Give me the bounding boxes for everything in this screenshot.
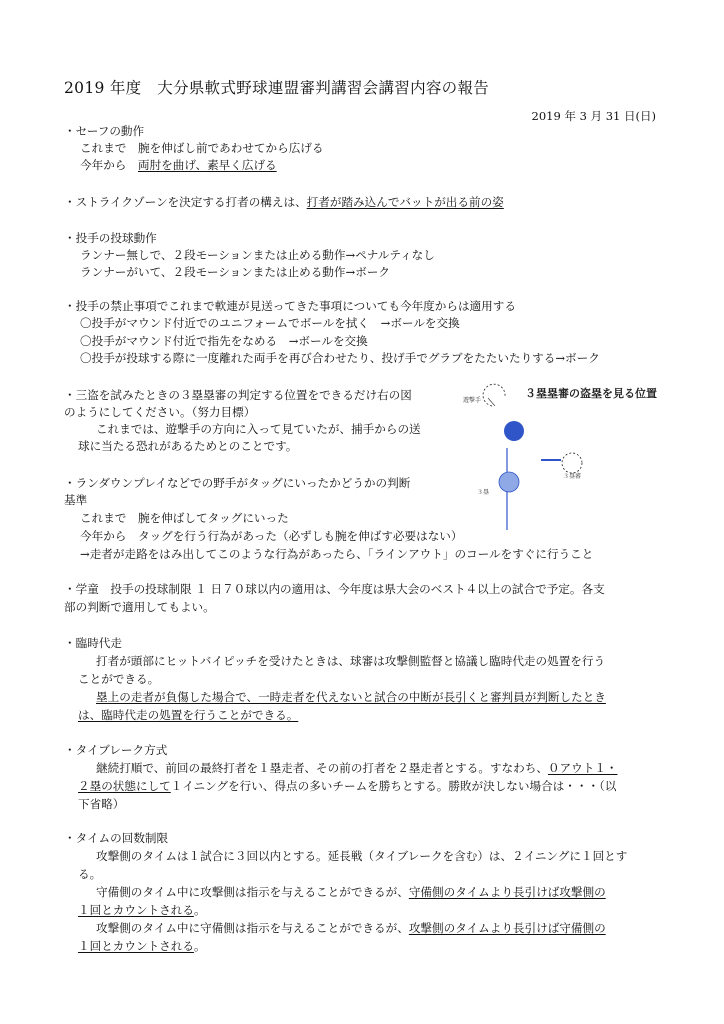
- strike-zone-line: [64, 195, 504, 209]
- tiebreak-line-2-text: １イニングを行い、得点の多いチームを勝ちとする。勝敗が決しない場合は・・・（以: [170, 779, 617, 793]
- timeout-line-5: [96, 921, 606, 935]
- tiebreak-line-2: [78, 779, 616, 793]
- timeout-line-2: る。: [78, 867, 102, 881]
- section-heading-timeout: ・タイムの回数制限: [64, 831, 169, 845]
- runner-line-1: 打者が頭部にヒットバイピッチを受けたときは、球審は攻撃側監督と協議し臨時代走の処置を行う: [96, 654, 606, 668]
- timeout-line-4-underlined: １回とカウントされる: [78, 903, 194, 917]
- safe-before: これまで 腕を伸ばし前であわせてから広げる: [80, 141, 324, 155]
- strike-zone-prefix: ・ストライクゾーンを決定する打者の構えは、: [64, 195, 307, 209]
- third-steal-line-1: ・三盗を試みたときの３塁塁審の判定する位置をできるだけ右の図: [64, 388, 412, 402]
- school-pitch-limit-line-2: 部の判断で適用してもよい。: [64, 600, 215, 614]
- rundown-lineout: →走者が走路をはみ出してこのような行為があったら、「ラインアウト」のコールをすぐに行うこと: [80, 547, 594, 561]
- umpire-new-position: [562, 453, 582, 473]
- prohibit-item-2: 〇投手がマウンド付近で指先をなめる →ボールを交換: [80, 334, 368, 348]
- diagram-title: ３塁塁審の盗塁を見る位置: [525, 387, 657, 400]
- third-steal-line-4: 球に当たる恐れがあるためとのことです。: [78, 439, 298, 453]
- school-pitch-limit-line-1: ・学童 投手の投球制限 １ 日７０球以内の適用は、今年度は県大会のベスト４以上の試合で予定。各支: [64, 582, 605, 596]
- tiebreak-line-2-underlined: ２塁の状態にして: [78, 779, 171, 793]
- runner-line-2: ことができる。: [78, 672, 160, 686]
- runner-line-3: 塁上の走者が負傷した場合で、一時走者を代えないと試合の中断が長引くと審判員が判断したとき: [96, 690, 606, 704]
- tiebreak-line-1-text: 継続打順で、前回の最終打者を１塁走者、その前の打者を２塁走者とする。すなわち、: [96, 761, 548, 775]
- third-base-marker: [499, 472, 519, 492]
- section-heading-pitcher: ・投手の投球動作: [64, 231, 157, 245]
- timeout-line-3-text: 守備側のタイム中に攻撃側は指示を与えることができるが、: [96, 885, 409, 899]
- prohibit-item-1: 〇投手がマウンド付近でのユニフォームでボールを拭く →ボールを交換: [80, 316, 460, 330]
- umpire-label: ３塁審: [563, 473, 582, 480]
- timeout-line-5-underlined: 攻撃側のタイムより長引けば守備側の: [408, 921, 606, 935]
- safe-after-underlined: 両肘を曲げ、素早く広げる: [137, 158, 277, 172]
- timeout-line-6-text: 。: [193, 939, 206, 953]
- tiebreak-line-3: 下省略）: [78, 797, 125, 811]
- prohibit-item-3: 〇投手が投球する際に一度離れた両手を再び合わせたり、投げ手でグラブをたたいたりする→ボーク: [80, 351, 600, 365]
- strike-zone-underlined: 打者が踏み込んでバットが出る前の姿: [306, 195, 504, 209]
- document-date: 2019 年 3 月 31 日(日): [531, 109, 656, 123]
- section-heading-prohibit: ・投手の禁止事項でこれまで軟連が見送ってきた事項についても今年度からは適用する: [64, 299, 516, 313]
- shortstop-marker: [504, 421, 524, 441]
- safe-after-prefix: 今年から: [80, 158, 138, 172]
- pitcher-no-runner: ランナー無しで、２段モーションまたは止める動作→ペナルティなし: [80, 248, 435, 262]
- rundown-line-1: ・ランダウンプレイなどでの野手がタッグにいったかどうかの判断: [64, 476, 411, 490]
- timeout-line-6: [78, 939, 206, 953]
- safe-after: [80, 158, 277, 172]
- section-heading-tiebreak: ・タイブレーク方式: [64, 743, 168, 757]
- third-steal-line-2: のようにしてください。（努力目標）: [64, 405, 256, 419]
- runner-line-4: は、臨時代走の処置を行うことができる。: [78, 708, 299, 722]
- tiebreak-line-1-underlined: ０アウト１・: [547, 761, 618, 775]
- label-pointer: [488, 398, 495, 406]
- timeout-line-3: [96, 885, 606, 899]
- timeout-line-6-underlined: １回とカウントされる: [78, 939, 194, 953]
- third-steal-line-3: これまでは、遊撃手の方向に入って見ていたが、捕手からの送: [96, 422, 421, 436]
- timeout-line-4-text: 。: [193, 903, 206, 917]
- rundown-after: 今年から タッグを行う行為があった（必ずしも腕を伸ばす必要はない）: [80, 529, 463, 543]
- shortstop-label: 遊撃手: [463, 397, 482, 404]
- umpire-previous-marker: [483, 384, 505, 406]
- rundown-line-2: 基準: [64, 493, 88, 507]
- third-base-label: ３塁: [477, 489, 490, 496]
- document-title: 2019 年度 大分県軟式野球連盟審判講習会講習内容の報告: [64, 79, 490, 97]
- section-heading-safe: ・セーフの動作: [64, 124, 145, 138]
- rundown-before: これまで 腕を伸ばしてタッグにいった: [80, 511, 289, 525]
- timeout-line-1: 攻撃側のタイムは１試合に３回以内とする。延長戦（タイブレークを含む）は、２イニングに１回とす: [96, 849, 628, 863]
- timeout-line-3-underlined: 守備側のタイムより長引けば攻撃側の: [408, 885, 606, 899]
- timeout-line-5-text: 攻撃側のタイム中に守備側は指示を与えることができるが、: [96, 921, 409, 935]
- umpire-position-diagram: [455, 378, 675, 538]
- pitcher-runner: ランナーがいて、２段モーションまたは止める動作→ボーク: [80, 265, 390, 279]
- tiebreak-line-1: [96, 761, 618, 775]
- section-heading-runner: ・臨時代走: [64, 636, 122, 650]
- timeout-line-4: [78, 903, 206, 917]
